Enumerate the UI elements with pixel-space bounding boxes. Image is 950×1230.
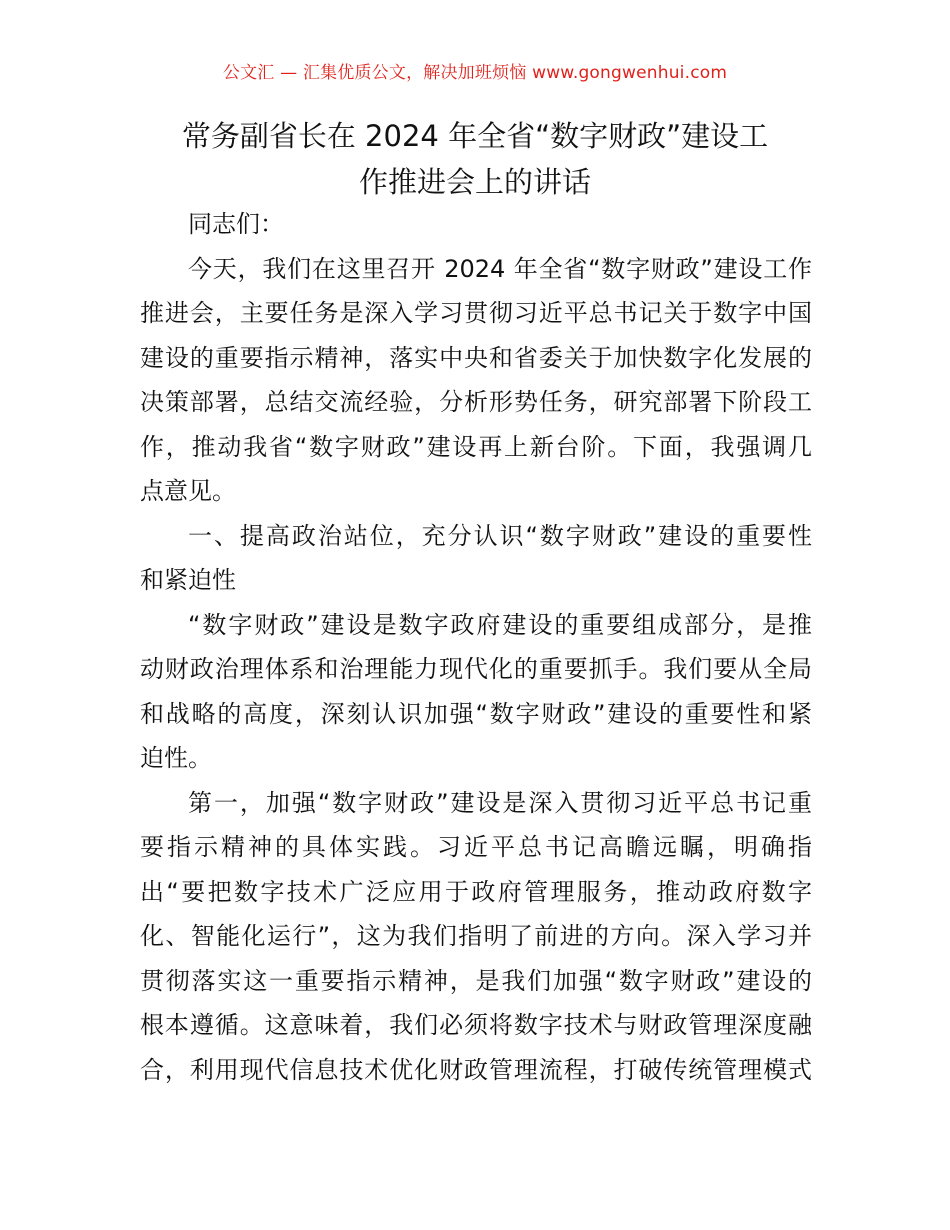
paragraph-line: 出“要把数字技术广泛应用于政府管理服务，推动政府数字 [140,877,812,906]
document-body [140,202,812,1092]
paragraph-line: 点意见。 [140,477,236,505]
paragraph-line: 贯彻落实这一重要指示精神，是我们加强“数字财政”建设的 [140,966,812,995]
paragraph [140,781,812,1093]
paragraph-line: 第一，加强“数字财政”建设是深入贯彻习近平总书记重 [188,788,812,817]
paragraph-line: “数字财政”建设是数字政府建设的重要组成部分，是推 [188,610,812,639]
paragraph-line: 和紧迫性 [140,566,236,594]
header-banner: 公文汇 — 汇集优质公文，解决加班烦恼 www.gongwenhui.com [222,63,728,83]
paragraph [140,247,812,514]
paragraph-line: 动财政治理体系和治理能力现代化的重要抓手。我们要从全局 [140,655,812,683]
paragraph-line: 要指示精神的具体实践。习近平总书记高瞻远瞩，明确指 [140,833,812,861]
paragraph [140,202,812,247]
paragraph-line: 迫性。 [140,744,212,772]
paragraph-line: 化、智能化运行”，这为我们指明了前进的方向。深入学习并 [140,922,812,950]
paragraph [140,514,812,603]
paragraph-line: 和战略的高度，深刻认识加强“数字财政”建设的重要性和紧 [140,699,812,728]
paragraph-line: 今天，我们在这里召开 2024 年全省“数字财政”建设工作 [188,254,812,283]
paragraph-line: 作，推动我省“数字财政”建设再上新台阶。下面，我强调几 [140,432,812,461]
paragraph-line: 一、提高政治站位，充分认识“数字财政”建设的重要性 [188,521,812,550]
title-line: 常务副省长在 2024 年全省“数字财政”建设工 [181,119,769,153]
paragraph-line: 同志们： [188,210,284,238]
paragraph-line: 合，利用现代信息技术优化财政管理流程，打破传统管理模式 [140,1055,812,1084]
paragraph-line: 建设的重要指示精神，落实中央和省委关于加快数字化发展的 [140,343,812,372]
title-line: 作推进会上的讲话 [358,165,591,199]
paragraph [140,603,812,781]
paragraph-line: 推进会，主要任务是深入学习贯彻习近平总书记关于数字中国 [140,299,812,327]
document-title [130,113,820,205]
paragraph-line: 根本遵循。这意味着，我们必须将数字技术与财政管理深度融 [140,1011,812,1039]
paragraph-line: 决策部署，总结交流经验，分析形势任务，研究部署下阶段工 [140,388,812,416]
